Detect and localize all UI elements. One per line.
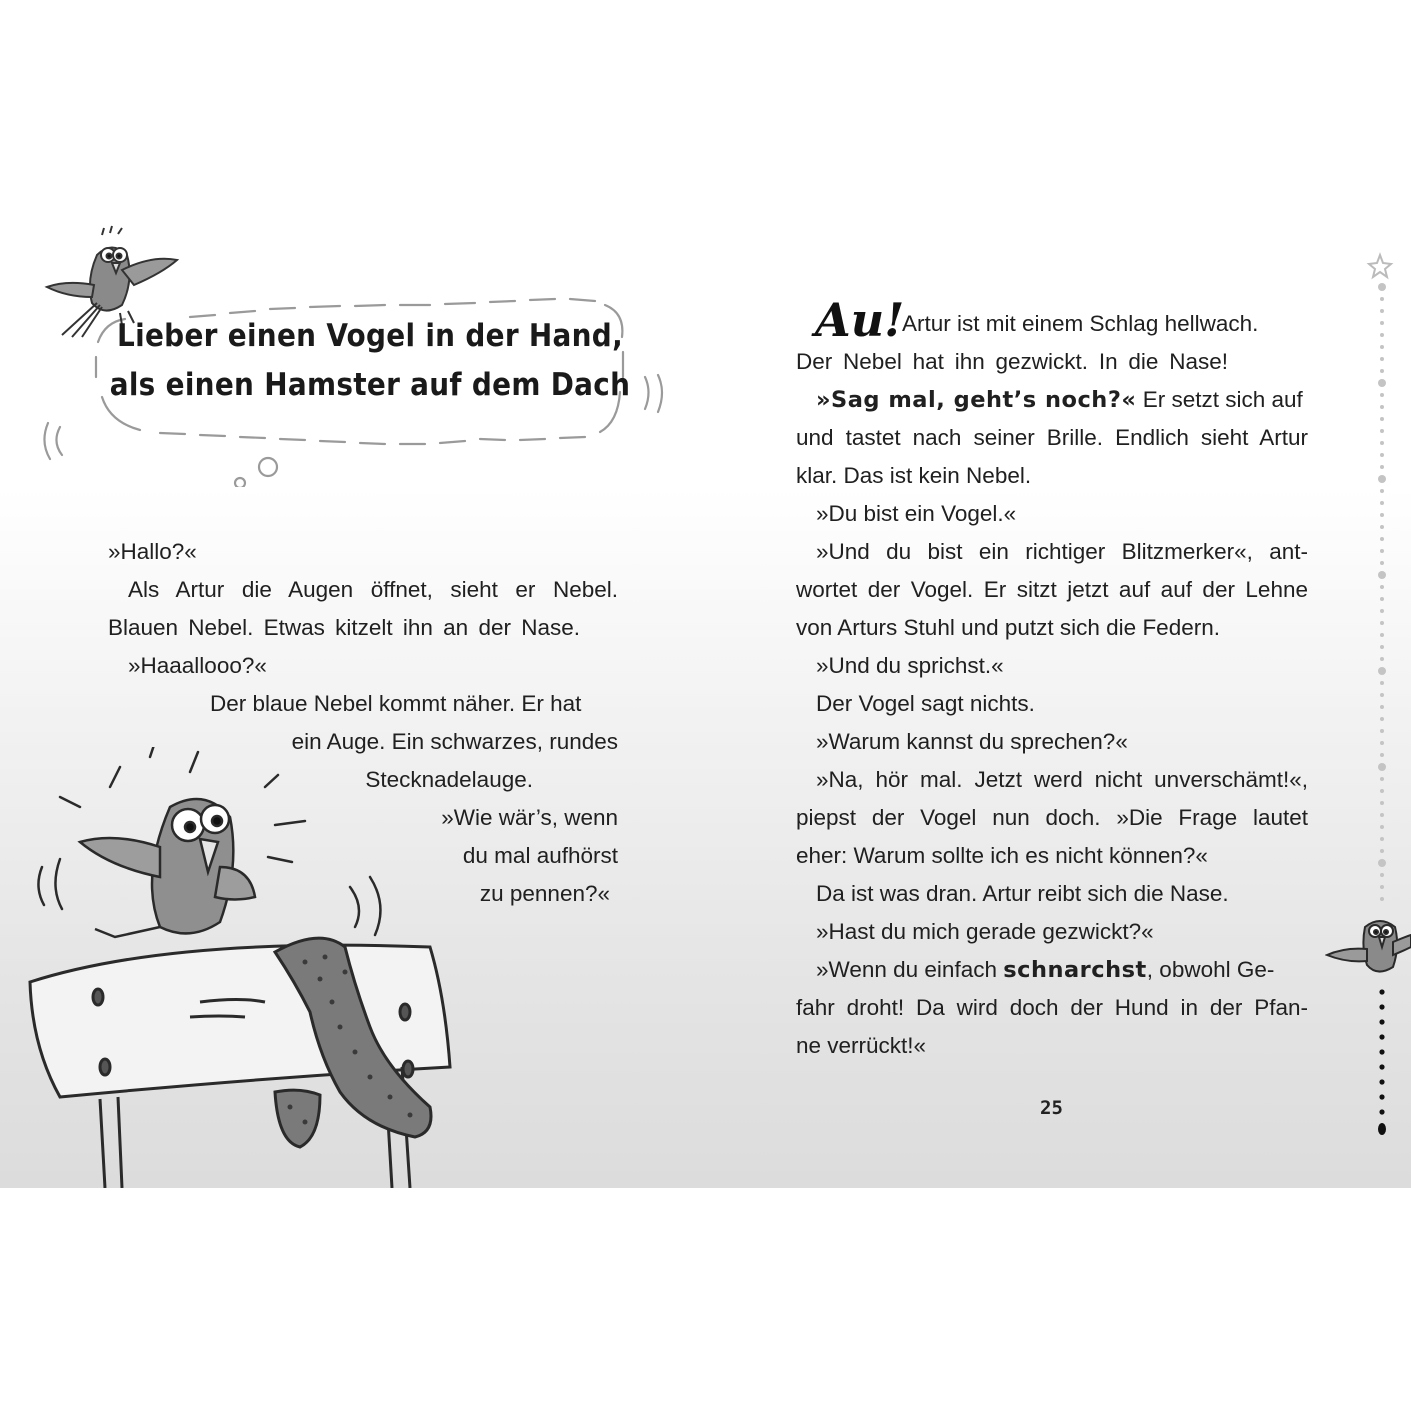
- margin-dot: [1380, 309, 1384, 313]
- margin-dot: [1380, 429, 1384, 433]
- margin-dot: [1380, 369, 1384, 373]
- margin-dot: [1380, 597, 1384, 601]
- margin-dot: [1380, 501, 1384, 505]
- text-span: , obwohl Ge-: [1146, 957, 1275, 982]
- margin-dot: [1380, 633, 1384, 637]
- margin-dot: [1380, 825, 1384, 829]
- margin-dot: [1378, 475, 1386, 483]
- text-line: Artur ist mit einem Schlag hellwach.: [902, 311, 1259, 336]
- book-spread: [0, 187, 1411, 1188]
- text-line: »Na, hör mal. Jetzt werd nicht unverschämt!«,: [816, 767, 1308, 792]
- drop-cap: Au!: [815, 293, 905, 347]
- margin-dot: [1380, 645, 1384, 649]
- margin-dot: [1380, 789, 1384, 793]
- text-line: Der Vogel sagt nichts.: [816, 691, 1035, 716]
- margin-dot: [1380, 321, 1384, 325]
- text-line: piepst der Vogel nun doch. »Die Frage lautet: [796, 805, 1308, 830]
- text-line: ein Auge. Ein schwarzes, rundes: [291, 729, 618, 754]
- left-page: [0, 187, 705, 1188]
- bird-on-chair-illustration: [20, 747, 460, 1188]
- margin-dot: [1378, 667, 1386, 675]
- margin-dot: [1380, 885, 1384, 889]
- text-line: von Arturs Stuhl und putzt sich die Federn.: [796, 615, 1220, 640]
- text-line: »Wie wär’s, wenn: [441, 805, 618, 830]
- emphasis-text: schnarchst: [1003, 957, 1147, 983]
- margin-dot: [1380, 801, 1384, 805]
- text-span: Er setzt sich auf: [1142, 387, 1303, 412]
- text-line: Der blaue Nebel kommt näher. Er hat: [210, 691, 582, 716]
- text-line: Als Artur die Augen öffnet, sieht er Nebel.: [128, 577, 618, 602]
- text-line: Der Nebel hat ihn gezwickt. In die Nase!: [796, 349, 1228, 374]
- text-span: »Wenn du einfach: [816, 957, 997, 982]
- text-line: eher: Warum sollte ich es nicht können?«: [796, 843, 1208, 868]
- margin-dot: [1380, 357, 1384, 361]
- text-line: ne verrückt!«: [796, 1033, 927, 1058]
- margin-dot: [1380, 465, 1384, 469]
- margin-dot: [1380, 777, 1384, 781]
- text-line: fahr droht! Da wird doch der Hund in der Pfan-: [796, 995, 1308, 1020]
- text-line: »Hallo?«: [108, 539, 197, 564]
- chapter-title-line-2: als einen Hamster auf dem Dach: [109, 367, 631, 403]
- margin-dot: [1380, 813, 1384, 817]
- margin-dot: [1380, 525, 1384, 529]
- margin-dot: [1380, 297, 1384, 301]
- right-page: [705, 187, 1411, 1188]
- margin-dot: [1380, 741, 1384, 745]
- margin-dot: [1380, 837, 1384, 841]
- margin-dot: [1380, 897, 1384, 901]
- margin-dot: [1380, 717, 1384, 721]
- margin-dot: [1378, 763, 1386, 771]
- margin-dot: [1380, 513, 1384, 517]
- margin-dot: [1380, 453, 1384, 457]
- emphasis-text: »Sag mal, geht’s noch?«: [816, 387, 1137, 413]
- margin-dot: [1380, 681, 1384, 685]
- margin-dot: [1380, 621, 1384, 625]
- margin-dot: [1380, 345, 1384, 349]
- page-number: 25: [1040, 1097, 1063, 1119]
- text-line: Blauen Nebel. Etwas kitzelt ihn an der Nase.: [108, 615, 580, 640]
- margin-dot: [1378, 859, 1386, 867]
- margin-dot: [1380, 549, 1384, 553]
- margin-dot: [1380, 489, 1384, 493]
- margin-dot: [1378, 379, 1386, 387]
- text-line: »Du bist ein Vogel.«: [816, 501, 1017, 526]
- text-line: klar. Das ist kein Nebel.: [796, 463, 1032, 488]
- text-line: [816, 951, 1274, 989]
- margin-dot: [1380, 441, 1384, 445]
- margin-dot: [1380, 393, 1384, 397]
- margin-dot: [1380, 849, 1384, 853]
- text-line: »Und du bist ein richtiger Blitzmerker«, ant-: [816, 539, 1308, 564]
- text-line: »Und du sprichst.«: [816, 653, 1004, 678]
- margin-dot: [1380, 705, 1384, 709]
- text-line: [816, 381, 1308, 419]
- text-line: Stecknadelauge.: [365, 767, 533, 792]
- margin-dot: [1380, 609, 1384, 613]
- text-line: und tastet nach seiner Brille. Endlich sieht Artur: [796, 425, 1308, 450]
- text-line: »Haaallooo?«: [128, 653, 267, 678]
- chapter-title: [100, 312, 640, 410]
- text-line: wortet der Vogel. Er sitzt jetzt auf auf der Lehne: [796, 577, 1308, 602]
- text-line: Da ist was dran. Artur reibt sich die Nase.: [816, 881, 1229, 906]
- margin-dot: [1380, 417, 1384, 421]
- text-line: zu pennen?«: [479, 881, 610, 906]
- margin-dot: [1380, 585, 1384, 589]
- margin-dot: [1380, 873, 1384, 877]
- margin-dot: [1380, 333, 1384, 337]
- margin-dot: [1380, 753, 1384, 757]
- margin-dot: [1378, 283, 1386, 291]
- chapter-title-line-1: Lieber einen Vogel in der Hand,: [117, 318, 623, 354]
- margin-dot: [1380, 537, 1384, 541]
- margin-dot: [1380, 405, 1384, 409]
- margin-dot: [1378, 571, 1386, 579]
- margin-dot: [1380, 561, 1384, 565]
- text-line: »Warum kannst du sprechen?«: [816, 729, 1128, 754]
- margin-dot: [1380, 657, 1384, 661]
- text-line: »Hast du mich gerade gezwickt?«: [816, 919, 1154, 944]
- margin-dot: [1380, 693, 1384, 697]
- margin-dot: [1380, 729, 1384, 733]
- margin-dotted-line: [1325, 247, 1411, 1147]
- text-line: du mal aufhörst: [462, 843, 618, 868]
